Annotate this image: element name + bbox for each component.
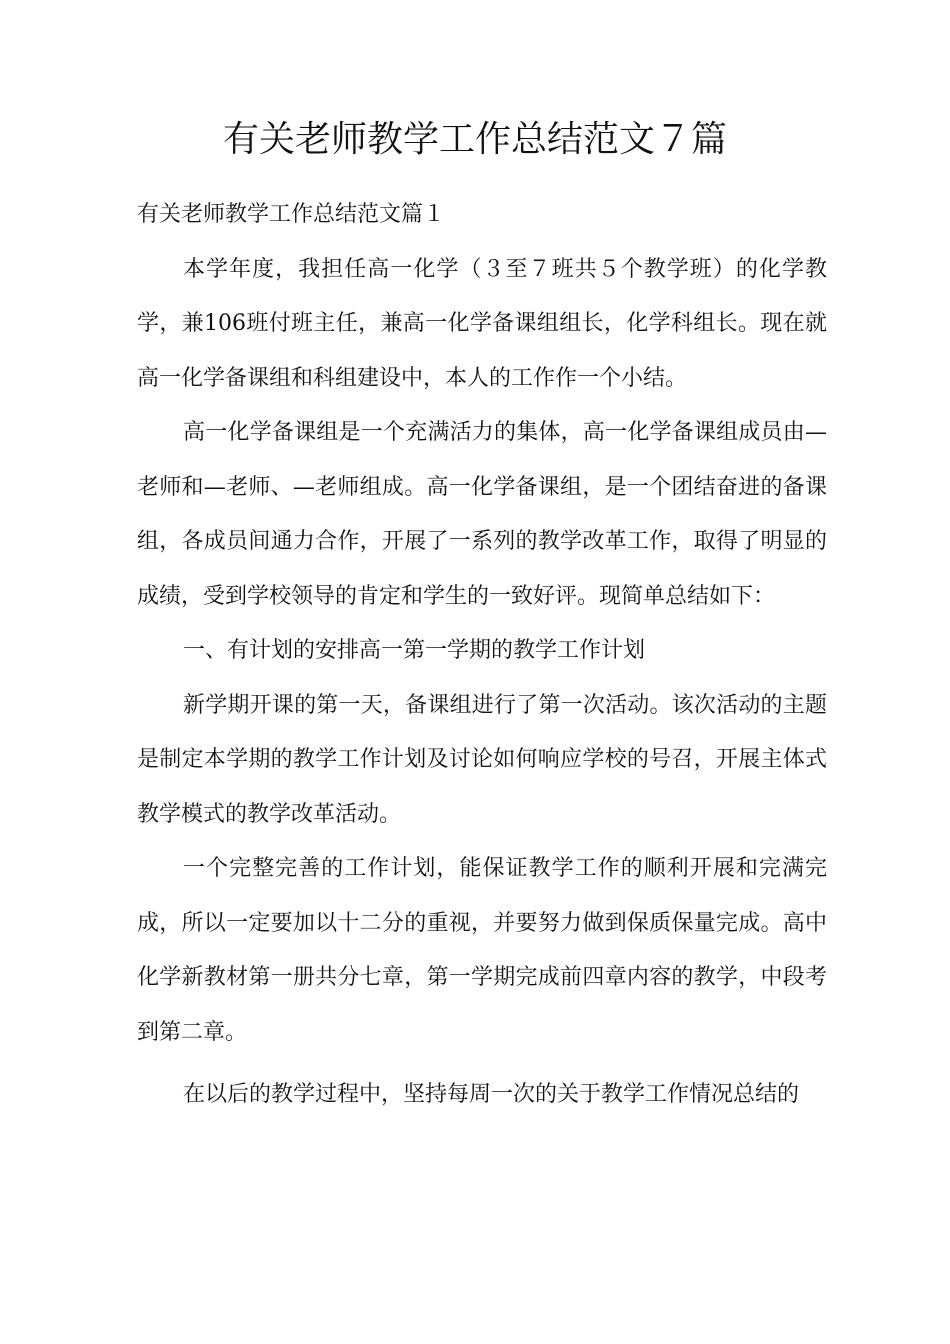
document-title: 有关老师教学工作总结范文７篇 (222, 119, 727, 160)
paragraph-4: 一个完整完善的工作计划，能保证教学工作的顺利开展和完满完成，所以一定要加以十二分的重视，并要努力做到保质保量完成。高中化学新教材第一册共分七章，第一学期完成前四章内容的教学，中段考到第二章。 (137, 856, 827, 1045)
paragraph-5: 在以后的教学过程中，坚持每周一次的关于教学工作情况总结的 (183, 1082, 800, 1107)
paragraph-3: 新学期开课的第一天，备课组进行了第一次活动。该次活动的主题是制定本学期的教学工作计划及讨论如何响应学校的号召，开展主体式教学模式的教学改革活动。 (137, 692, 827, 827)
section-title: 有关老师教学工作总结范文篇１ (137, 202, 446, 227)
document-body (137, 188, 827, 1123)
paragraph-heading-1: 一、有计划的安排高一第一学期的教学工作计划 (183, 638, 646, 663)
paragraph-1: 本学年度，我担任高一化学（３至７班共５个教学班）的化学教学，兼106班付班主任，兼高一化学备课组组长，化学科组长。现在就高一化学备课组和科组建设中，本人的工作作一个小结。 (137, 256, 827, 391)
paragraph-2: 高一化学备课组是一个充满活力的集体，高一化学备课组成员由—老师和—老师、—老师组成。高一化学备课组，是一个团结奋进的备课组，各成员间通力合作，开展了一系列的教学改革工作，取得了明显的成绩，受到学校领导的肯定和学生的一致好评。现简单总结如下： (137, 420, 827, 609)
